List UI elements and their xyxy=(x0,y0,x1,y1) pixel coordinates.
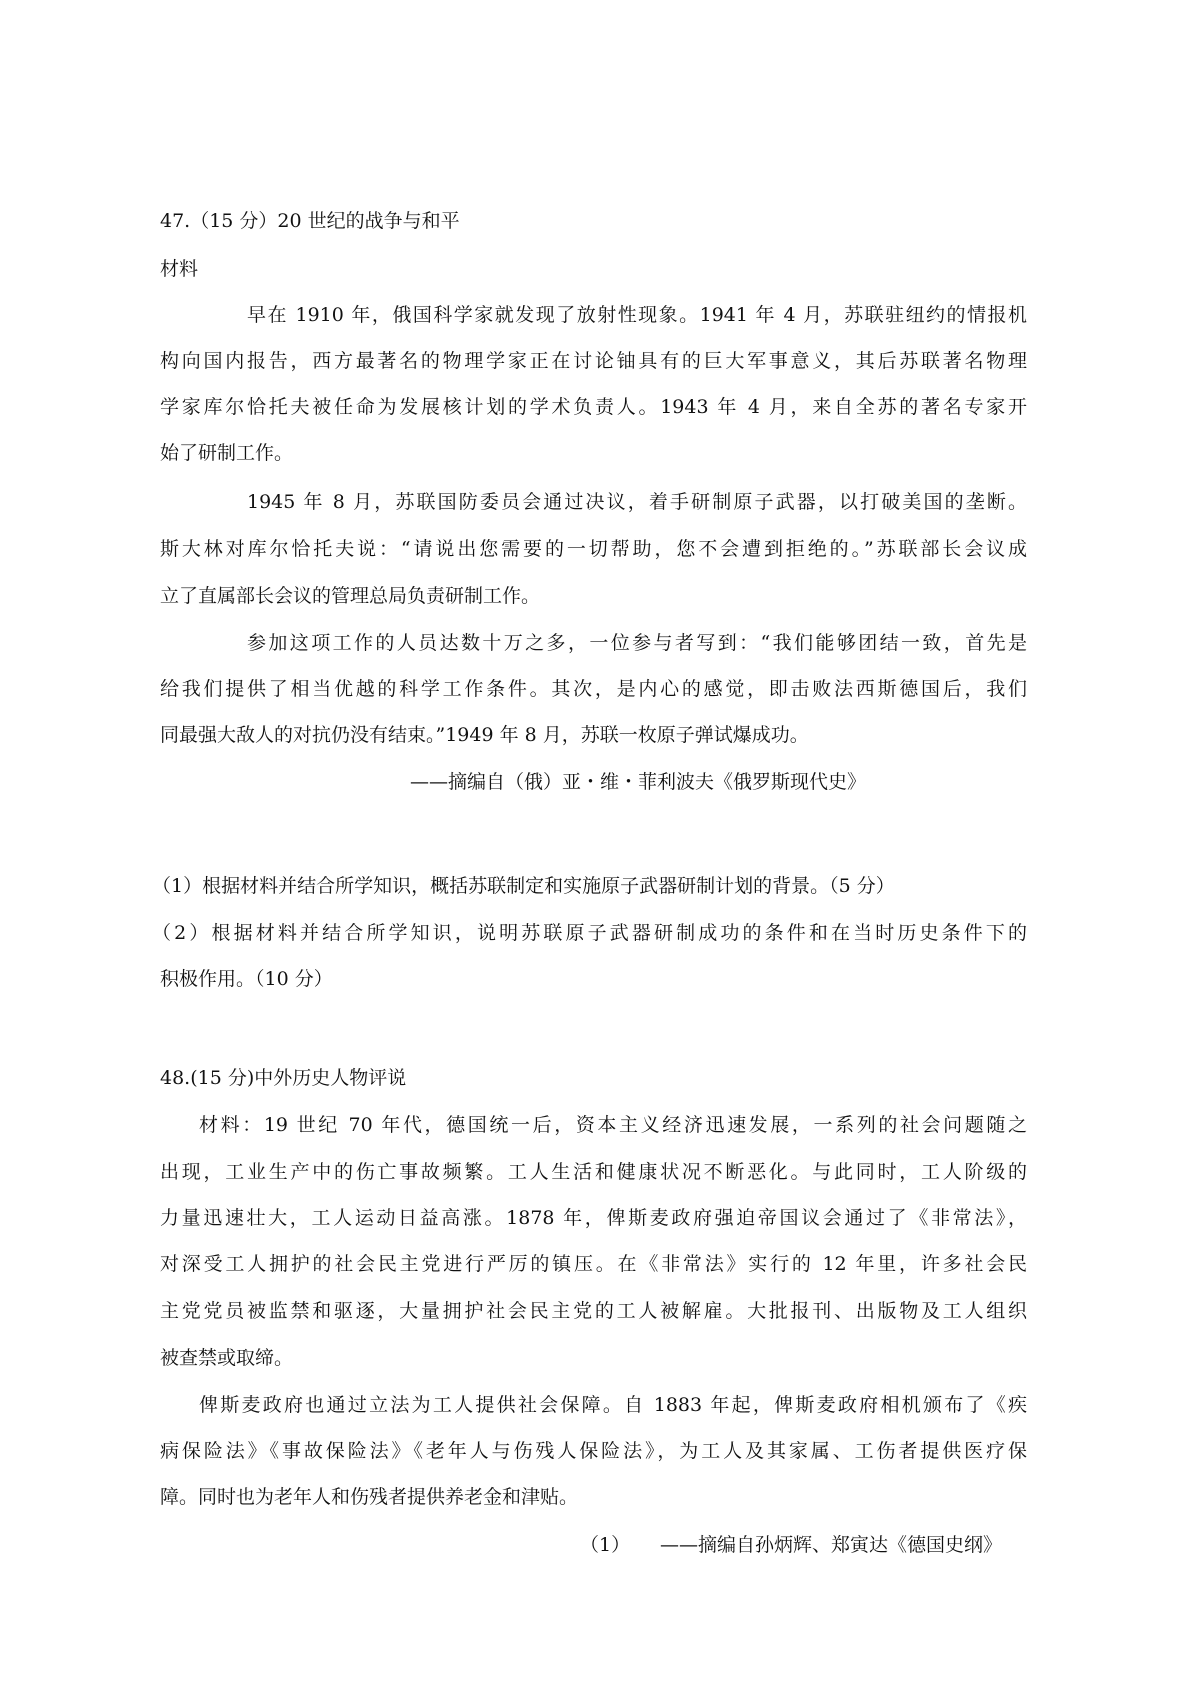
q48-para1-line1: 材料：19 世纪 70 年代，德国统一后，资本主义经济迅速发展，一系列的社会问题随之 xyxy=(199,1114,1027,1136)
q47-question2-line1: （2）根据材料并结合所学知识，说明苏联原子武器研制成功的条件和在当时历史条件下的 xyxy=(152,922,1027,944)
q48-source-marker: （1） xyxy=(580,1534,631,1556)
q47-question2-line2: 积极作用。（10 分） xyxy=(160,968,333,990)
q47-para1-line4: 始了研制工作。 xyxy=(160,442,294,464)
q48-heading: 48.(15 分)中外历史人物评说 xyxy=(160,1067,407,1089)
q48-para1-line2: 出现，工业生产中的伤亡事故频繁。工人生活和健康状况不断恶化。与此同时，工人阶级的 xyxy=(160,1161,1027,1183)
q47-para2-line3: 立了直属部长会议的管理总局负责研制工作。 xyxy=(160,585,541,607)
q47-para2-line2: 斯大林对库尔恰托夫说：“请说出您需要的一切帮助，您不会遭到拒绝的。”苏联部长会议成 xyxy=(160,538,1027,560)
q47-heading: 47.（15 分）20 世纪的战争与和平 xyxy=(160,210,460,232)
q47-para3-line3: 同最强大敌人的对抗仍没有结束。”1949 年 8 月，苏联一枚原子弹试爆成功。 xyxy=(160,724,809,746)
q48-para1-line4: 对深受工人拥护的社会民主党进行严厉的镇压。在《非常法》实行的 12 年里，许多社会民 xyxy=(160,1253,1027,1275)
q47-para3-line2: 给我们提供了相当优越的科学工作条件。其次，是内心的感觉，即击败法西斯德国后，我们 xyxy=(160,678,1027,700)
q47-para3-line1: 参加这项工作的人员达数十万之多，一位参与者写到：“我们能够团结一致，首先是 xyxy=(247,632,1027,654)
q48-para2-line2: 病保险法》《事故保险法》《老年人与伤残人保险法》，为工人及其家属、工伤者提供医疗保 xyxy=(160,1440,1027,1462)
q48-para1-line3: 力量迅速壮大，工人运动日益高涨。1878 年，俾斯麦政府强迫帝国议会通过了《非常法》， xyxy=(160,1207,1027,1229)
q48-para2-line1: 俾斯麦政府也通过立法为工人提供社会保障。自 1883 年起，俾斯麦政府相机颁布了《疾 xyxy=(199,1394,1027,1416)
q48-para2-line3: 障。同时也为老年人和伤残者提供养老金和津贴。 xyxy=(160,1486,579,1508)
q48-para1-line5: 主党党员被监禁和驱逐，大量拥护社会民主党的工人被解雇。大批报刊、出版物及工人组织 xyxy=(160,1300,1027,1322)
q47-para1-line2: 构向国内报告，西方最著名的物理学家正在讨论铀具有的巨大军事意义，其后苏联著名物理 xyxy=(160,350,1027,372)
q47-para1-line1: 早在 1910 年，俄国科学家就发现了放射性现象。1941 年 4 月，苏联驻纽约的情报机 xyxy=(247,304,1027,326)
q48-source: ——摘编自孙炳辉、郑寅达《德国史纲》 xyxy=(660,1534,1003,1556)
q47-question1: （1）根据材料并结合所学知识，概括苏联制定和实施原子武器研制计划的背景。（5 分） xyxy=(152,875,895,897)
q47-para2-line1: 1945 年 8 月，苏联国防委员会通过决议，着手研制原子武器，以打破美国的垄断。 xyxy=(247,491,1027,513)
q47-source: ——摘编自（俄）亚・维・菲利波夫《俄罗斯现代史》 xyxy=(410,771,867,793)
q47-material-label: 材料 xyxy=(160,258,199,280)
q48-para1-line6: 被查禁或取缔。 xyxy=(160,1347,294,1369)
q47-para1-line3: 学家库尔恰托夫被任命为发展核计划的学术负责人。1943 年 4 月，来自全苏的著名专家开 xyxy=(160,396,1027,418)
